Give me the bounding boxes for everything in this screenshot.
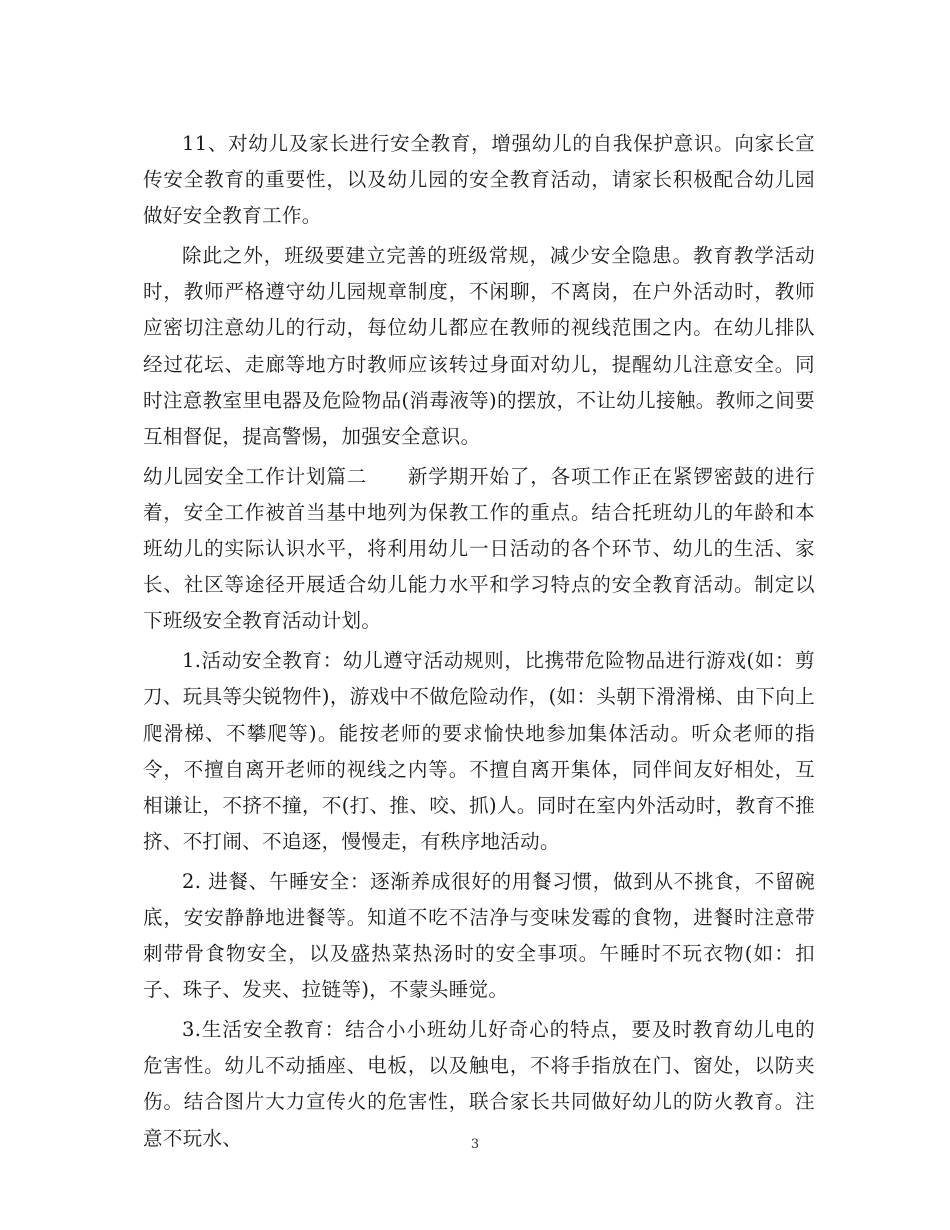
paragraph-safety-education-parents: 11、对幼儿及家长进行安全教育，增强幼儿的自我保护意识。向家长宣传安全教育的重要性，以及幼儿园的安全教育活动，请家长积极配合幼儿园做好安全教育工作。 [143,132,815,228]
paragraph-meal-nap-safety: 2. 进餐、午睡安全：逐渐养成很好的用餐习惯，做到从不挑食，不留碗底，安安静静地进餐等。知道不吃不洁净与变味发霉的食物，进餐时注意带刺带骨食物安全，以及盛热菜热汤时的安全事项。午睡时不玩衣物(如：扣子、珠子、发夹、拉链等)，不蒙头睡觉。 [143,869,815,1002]
page-number: 3 [470,1137,480,1152]
document-body [143,126,815,1161]
paragraph-plan-part-two: 幼儿园安全工作计划篇二 新学期开始了，各项工作正在紧锣密鼓的进行着，安全工作被首当基中地列为保教工作的重点。结合托班幼儿的年龄和本班幼儿的实际认识水平，将利用幼儿一日活动的各个环节、幼儿的生活、家长、社区等途径开展适合幼儿能力水平和学习特点的安全教育活动。制定以下班级安全教育活动计划。 [143,464,815,633]
paragraph-class-routines: 除此之外，班级要建立完善的班级常规，减少安全隐患。教育教学活动时，教师严格遵守幼儿园规章制度，不闲聊，不离岗，在户外活动时，教师应密切注意幼儿的行动，每位幼儿都应在教师的视线范围之内。在幼儿排队经过花坛、走廊等地方时教师应该转过身面对幼儿，提醒幼儿注意安全。同时注意教室里电器及危险物品(消毒液等)的摆放，不让幼儿接触。教师之间要互相督促，提高警惕，加强安全意识。 [143,244,815,448]
paragraph-life-safety: 3.生活安全教育：结合小小班幼儿好奇心的特点，要及时教育幼儿电的危害性。幼儿不动插座、电板，以及触电，不将手指放在门、窗处，以防夹伤。结合图片大力宣传火的危害性，联合家长共同做好幼儿的防火教育。注意不玩水、 [143,1018,815,1150]
paragraph-activity-safety: 1.活动安全教育：幼儿遵守活动规则，比携带危险物品进行游戏(如：剪刀、玩具等尖锐物件)，游戏中不做危险动作，(如：头朝下滑滑梯、由下向上爬滑梯、不攀爬等)。能按老师的要求愉快地参加集体活动。听众老师的指令，不擅自离开老师的视线之内等。不擅自离开集体，同伴间友好相处，互相谦让，不挤不撞，不(打、推、咬、抓)人。同时在室内外活动时，教育不推挤、不打闹、不追逐，慢慢走，有秩序地活动。 [143,649,815,853]
